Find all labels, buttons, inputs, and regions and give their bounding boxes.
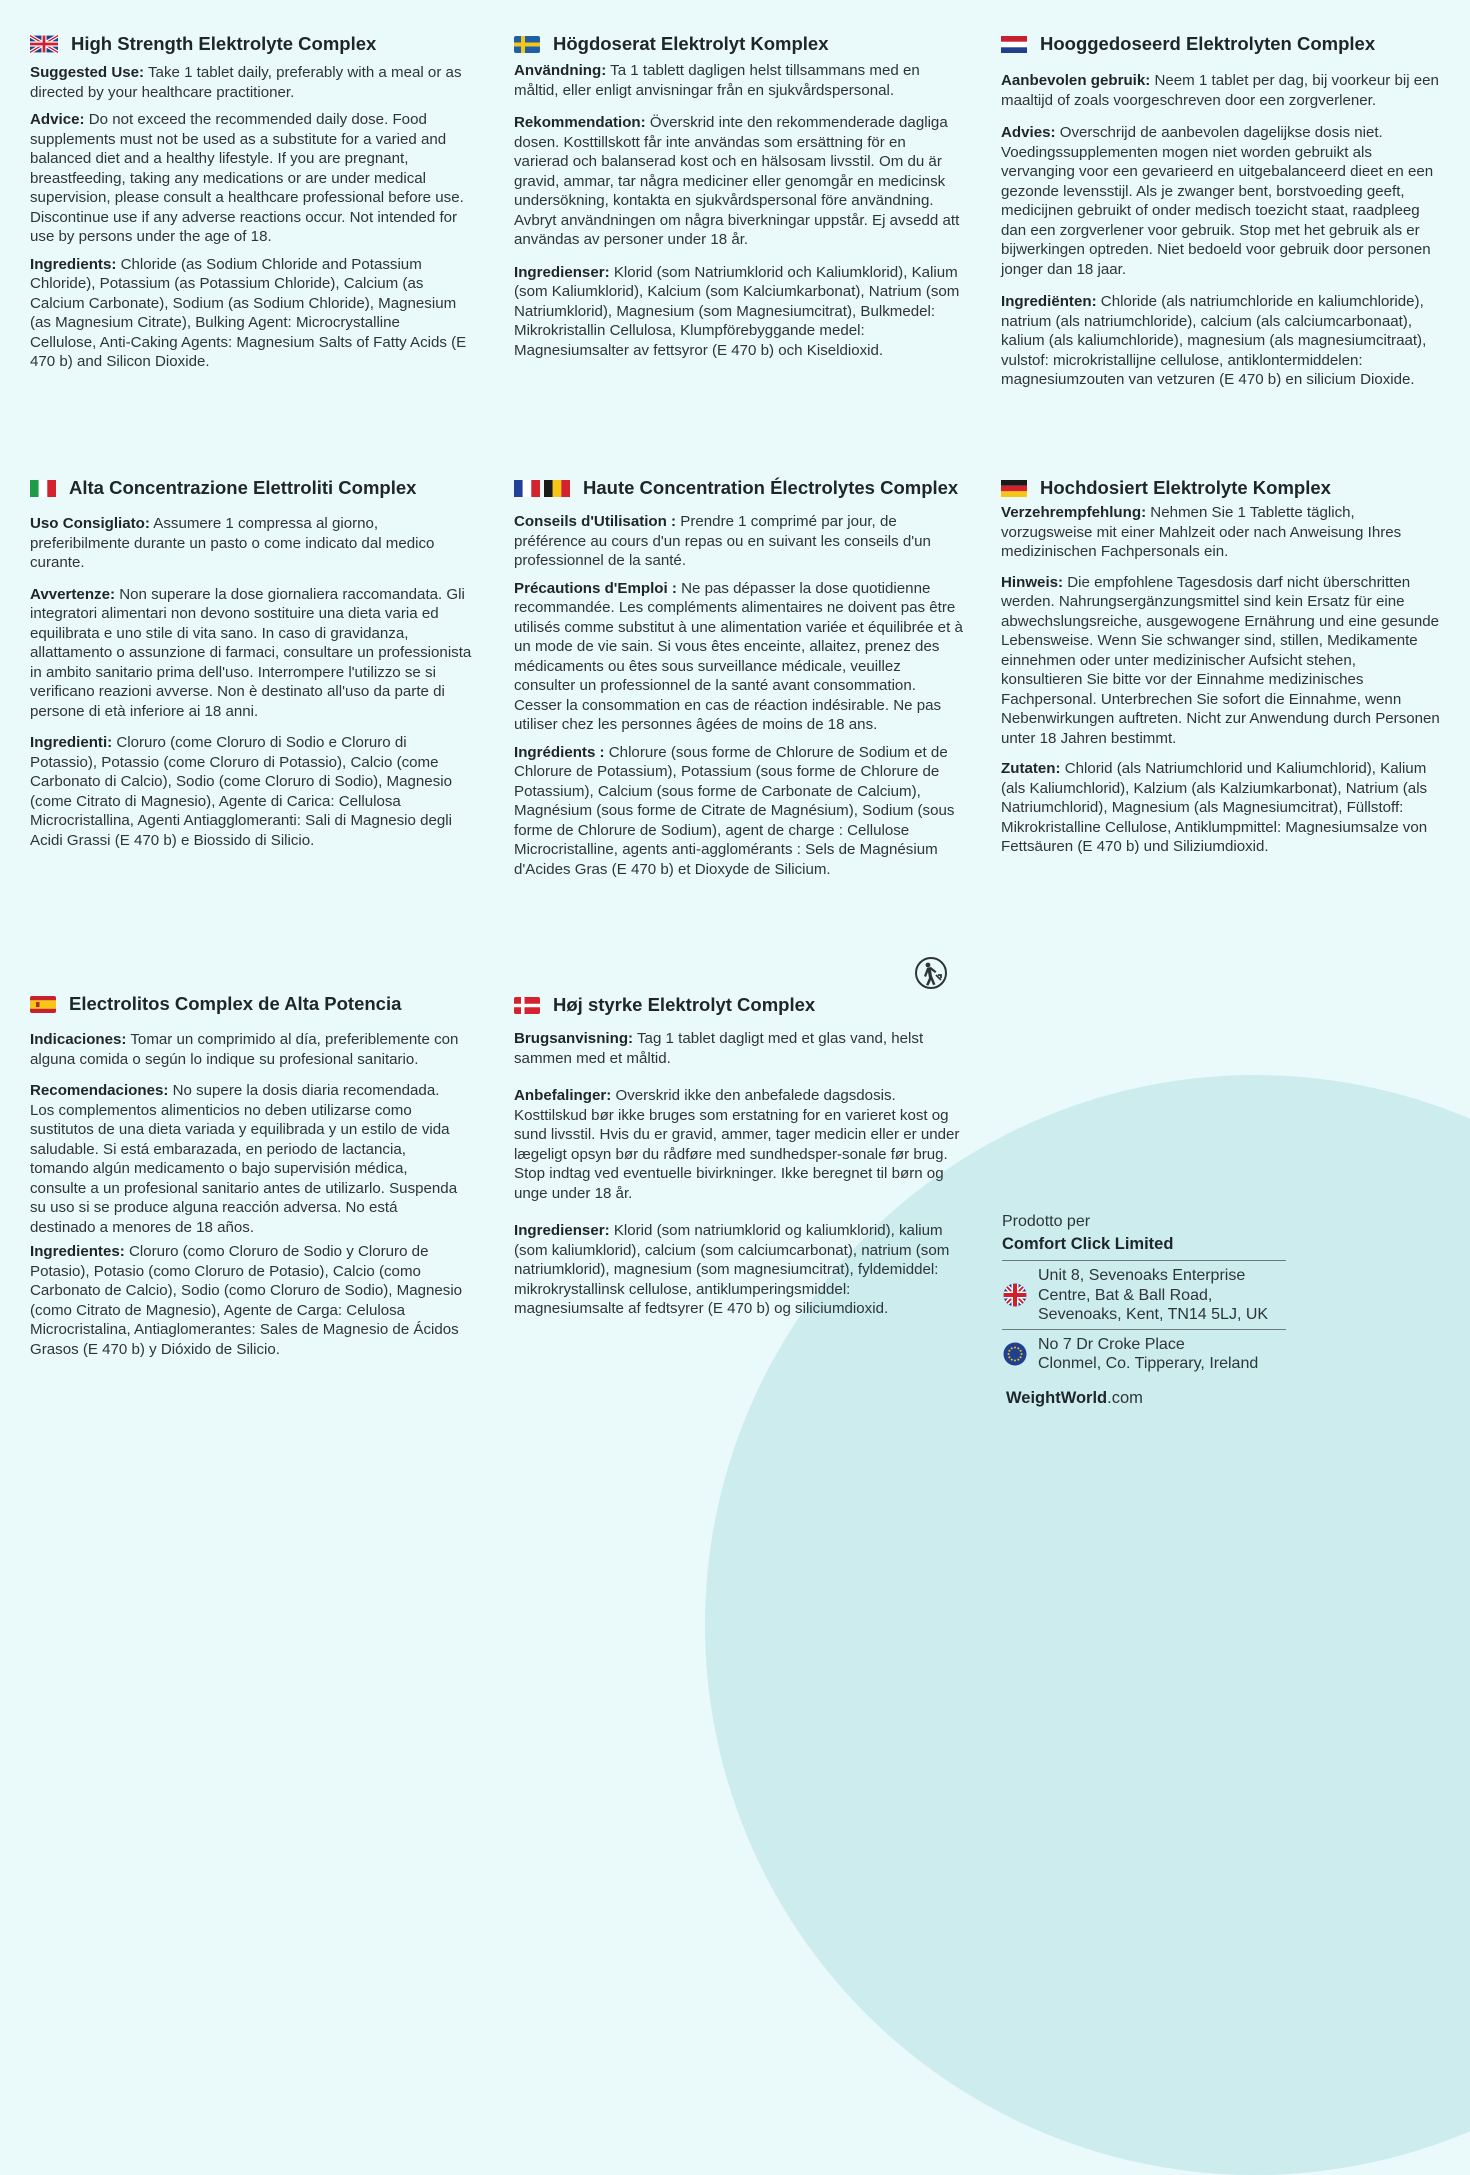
netherlands-flag-icon — [1001, 36, 1027, 53]
section-title — [30, 32, 470, 56]
belgium-flag-icon — [544, 480, 570, 497]
germany-flag-icon — [1001, 480, 1027, 497]
section-swedish — [514, 32, 964, 373]
ingredients: Ingredienser: Klorid (som natriumklorid og kaliumklorid), kalium (som kaliumklorid), calcium (som calciumcarbonat), natrium (som natriumklorid), magnesium (som magnesiumcitrat), fyldemiddel: mikrokrystallinsk cellulose, antiklumperingsmiddel: magnesiumsalte af fedtsyrer (E 470 b) og siliciumdioxid. — [514, 1222, 950, 1317]
sweden-flag-icon — [514, 36, 540, 53]
ingredients: Zutaten: Chlorid (als Natriumchlorid und Kaliumchlorid), Kalium (als Kaliumchlorid), Kalzium (als Kalziumkarbonat), Natrium (als Natriumchlorid), Magnesium (als Magnesiumcitrat), Füllstoff: Mikrokristalline Cellulose, Antiklumpmittel: Magnesiumsalze von Fettsäuren (E 470 b) und Siliziumdioxid. — [1001, 760, 1428, 855]
title-text: Alta Concentrazione Elettroliti Complex — [69, 477, 417, 498]
title-text: Electrolitos Complex de Alta Potencia — [69, 993, 402, 1014]
section-danish — [514, 993, 964, 1337]
consumption-recommendation: Verzehrempfehlung: Nehmen Sie 1 Tablette täglich, vorzugsweise mit einer Mahlzeit oder nach Anweisung Ihres medizinischen Fachpersonals ein. — [1001, 504, 1402, 560]
tidyman-recycle-icon — [914, 956, 948, 990]
notice: Hinweis: Die empfohlene Tagesdosis darf nicht überschritten werden. Nahrungsergänzungsmittel sind kein Ersatz für eine abwechslungsreiche, ausgewogene Ernährung und eine gesunde Lebensweise. Wenn Sie schwanger sind, stillen, Medikamente einnehmen oder unter medizinischer Aufsicht stehen, konsultieren Sie bitte vor der Einnahme medizinisches Fachpersonal. Unterbrechen Sie sofort die Einnahme, wenn Nebenwirkungen auftreten. Nicht zur Anwendung durch Personen unter 18 Jahren bestimmt. — [1001, 573, 1440, 747]
indications: Indicaciones: Tomar un comprimido al día, preferiblemente con alguna comida o según lo indique su profesional sanitario. — [30, 1031, 459, 1068]
uk-address: Unit 8, Sevenoaks Enterprise Centre, Bat & Ball Road, Sevenoaks, Kent, TN14 5LJ, UK — [1002, 1260, 1286, 1329]
section-title — [1001, 476, 1441, 500]
section-english — [30, 32, 470, 384]
recommendations: Recomendaciones: No supere la dosis diaria recomendada. Los complementos alimenticios no deben utilizarse como sustitutos de una dieta variada y equilibrada y un estilo de vida saludable. Si está embarazada, en periodo de lactancia, tomando algún medicamento o bajo supervisión médica, consulte a un profesional sanitario antes de utilizarlo. Suspenda su uso si se produce alguna reacción adversa. No está destinado a menores de 18 años. — [30, 1082, 458, 1236]
title-text: Haute Concentration Électrolytes Complex — [583, 477, 959, 498]
precautions: Précautions d'Emploi : Ne pas dépasser la dose quotidienne recommandée. Les compléments alimentaires ne doivent pas être utilisés comme substitut à une alimentation variée et équilibrée et à un mode de vie sain. Si vous êtes enceinte, allaitez, prenez des médicaments ou êtes sous surveillance médicale, veuillez consulter un professionnel de la santé avant consommation. Cesser la consommation en cas de réaction indésirable. Ne pas utiliser chez les personnes âgées de moins de 18 ans. — [514, 579, 963, 733]
manufacturer-info — [1002, 1212, 1286, 1408]
ingredients: Ingredienti: Cloruro (come Cloruro di Sodio e Cloruro di Potassio), Potassio (come Cloruro di Potassio), Calcio (come Carbonato di Calcio), Sodio (come Cloruro di Sodio), Magnesio (come Citrato di Magnesio), Agente di Carica: Cellulosa Microcristallina, Agenti Antiagglomeranti: Sali di Magnesio degli Acidi Grassi (E 470 b) e Biossido di Silicio. — [30, 734, 453, 849]
title-text: Høj styrke Elektrolyt Complex — [553, 994, 816, 1015]
ingredients: Ingredienser: Klorid (som Natriumklorid och Kaliumklorid), Kalium (som Kaliumklorid), Kalcium (som Kalciumkarbonat), Natrium (som Natriumklorid), Magnesium (som Magnesiumcitrat), Bulkmedel: Mikrokristallin Cellulosa, Klumpförebyggande medel: Magnesiumsalter av fettsyror (E 470 b) och Kiseldioxid. — [514, 263, 960, 359]
eu-flag-round-icon — [1003, 1342, 1027, 1366]
section-title — [30, 476, 475, 500]
section-title — [30, 992, 465, 1016]
section-dutch — [1001, 32, 1446, 403]
title-text: Hochdosiert Elektrolyte Komplex — [1040, 477, 1331, 498]
ingredients: Ingrediënten: Chloride (als natriumchloride en kaliumchloride), natrium (als natriumchloride), calcium (als calciumcarbonaat), kalium (als kaliumchloride), magnesium (als magnesiumcitraat), vulstof: microkristallijne cellulose, antiklontermiddelen: magnesiumzouten van vetzuren (E 470 b) en silicium Dioxide. — [1001, 293, 1427, 388]
title-text: Högdoserat Elektrolyt Komplex — [553, 33, 829, 54]
section-title — [514, 32, 964, 56]
section-spanish — [30, 992, 465, 1371]
ingredients: Ingredientes: Cloruro (como Cloruro de Sodio y Cloruro de Potasio), Potasio (como Cloruro de Potasio), Calcio (como Carbonato de Calcio), Sodio (como Cloruro de Sodio), Magnesio (como Citrato de Magnesio), Agente de Carga: Celulosa Microcristalina, Antiaglomerantes: Sales de Magnesio de Ácidos Grasos (E 470 b) y Dióxido de Silicio. — [30, 1243, 463, 1358]
section-french — [514, 476, 964, 887]
recommendations: Anbefalinger: Overskrid ikke den anbefalede dagsdosis. Kosttilskud bør ikke bruges som erstatning for en varieret kost og sund livsstil. Hvis du er gravid, ammer, tager medicin eller er under lægeligt opsyn bør du rådføre med sundhedsper-sonale før brug. Stop indtag ved eventuelle bivirkninger. Ikke beregnet til børn og unge under 18 år. — [514, 1087, 960, 1202]
recommended-use: Aanbevolen gebruik: Neem 1 tablet per dag, bij voorkeur bij een maaltijd of zoals voorgeschreven door een zorgverlener. — [1001, 72, 1439, 109]
warnings: Avvertenze: Non superare la dose giornaliera raccomandata. Gli integratori alimentari non devono sostituire una dieta varia ed equilibrata e uno stile di vita sano. In caso di gravidanza, allattamento o assunzione di farmaci, consultare un professionista in ambito sanitario prima dell'uso. Interrompere l'utilizzo se si verificano reazioni avverse. Non è destinato all'uso da parte di persone di età inferiore ai 18 anni. — [30, 585, 472, 720]
section-german — [1001, 476, 1441, 868]
france-flag-icon — [514, 480, 540, 497]
italy-flag-icon — [30, 480, 56, 497]
instructions: Brugsanvisning: Tag 1 tablet dagligt med et glas vand, helst sammen med et måltid. — [514, 1030, 924, 1067]
uk-flag-icon — [30, 35, 58, 53]
usage: Användning: Ta 1 tablett dagligen helst tillsammans med en måltid, eller enligt anvisningar från en sjukvårdspersonal. — [514, 62, 920, 99]
section-title — [1001, 32, 1446, 56]
title-text: Hooggedoseerd Elektrolyten Complex — [1040, 33, 1376, 54]
usage-advice: Conseils d'Utilisation : Prendre 1 comprimé par jour, de préférence au cours d'un repas ou en suivant les conseils d'un professionnel de la santé. — [514, 513, 931, 569]
company-name: Comfort Click Limited — [1002, 1235, 1174, 1253]
section-italian — [30, 476, 475, 862]
produced-for-label: Prodotto per — [1002, 1213, 1091, 1230]
recommended-use: Uso Consigliato: Assumere 1 compressa al giorno, preferibilmente durante un pasto o come indicato dal medico curante. — [30, 515, 435, 571]
suggested-use: Suggested Use: Take 1 tablet daily, preferably with a meal or as directed by your healthcare practitioner. — [30, 64, 462, 101]
advice: Advice: Do not exceed the recommended daily dose. Food supplements must not be used as a substitute for a varied and balanced diet and a healthy lifestyle. If you are pregnant, breastfeeding, taking any medications or are under medical supervision, please consult a healthcare professional before use. Discontinue use if any adverse reactions occur. Not intended for use by persons under the age of 18. — [30, 111, 464, 245]
uk-flag-round-icon — [1003, 1283, 1027, 1307]
section-title — [514, 993, 964, 1017]
spain-flag-icon — [30, 996, 56, 1013]
ingredients: Ingredients: Chloride (as Sodium Chloride and Potassium Chloride), Potassium (as Potassium Chloride), Calcium (as Calcium Carbonate), Sodium (as Sodium Chloride), Magnesium (as Magnesium Citrate), Bulking Agent: Microcrystalline Cellulose, Anti-Caking Agents: Magnesium Salts of Fatty Acids (E 470 b) and Silicon Dioxide. — [30, 255, 467, 370]
recommendation: Rekommendation: Överskrid inte den rekommenderade dagliga dosen. Kosttillskott får inte användas som ersättning för en varierad och balanserad kost och en hälsosam livsstil. Om du är gravid, ammar, tar några mediciner eller genomgår en medicinsk undersökning, kontakta en sjukvårdspersonal före användning. Avbryt användningen om några biverkningar uppstår. Ej avsedd att användas av personer under 18 år. — [514, 114, 960, 248]
advice: Advies: Overschrijd de aanbevolen dagelijkse dosis niet. Voedingssupplementen mogen niet worden gebruikt als vervanging voor een gevarieerd en uitgebalanceerd dieet en een gezonde levensstijl. Als je zwanger bent, borstvoeding geeft, medicijnen gebruikt of onder medisch toezicht staat, raadpleeg dan een zorgverlener voor gebruik. Stop met het gebruik als er bijwerkingen optreden. Niet bedoeld voor gebruik door personen jonger dan 18 jaar. — [1001, 124, 1434, 278]
website[interactable]: WeightWorld.com — [1006, 1388, 1143, 1407]
denmark-flag-icon — [514, 997, 540, 1014]
eu-address: No 7 Dr Croke Place Clonmel, Co. Tipperary, Ireland — [1002, 1329, 1286, 1378]
ingredients: Ingrédients : Chlorure (sous forme de Chlorure de Sodium et de Chlorure de Potassium), Potassium (sous forme de Chlorure de Potassium), Calcium (sous forme de Carbonate de Calcium), Magnésium (sous forme de Citrate de Magnésium), Sodium (sous forme de Chlorure de Sodium), agent de charge : Cellulose Microcristalline, agents anti-agglomérants : Sels de Magnésium d'Acides Gras (E 470 b) et Dioxyde de Silicium. — [514, 743, 955, 878]
section-title — [514, 476, 964, 500]
title-text: High Strength Elektrolyte Complex — [71, 33, 377, 54]
